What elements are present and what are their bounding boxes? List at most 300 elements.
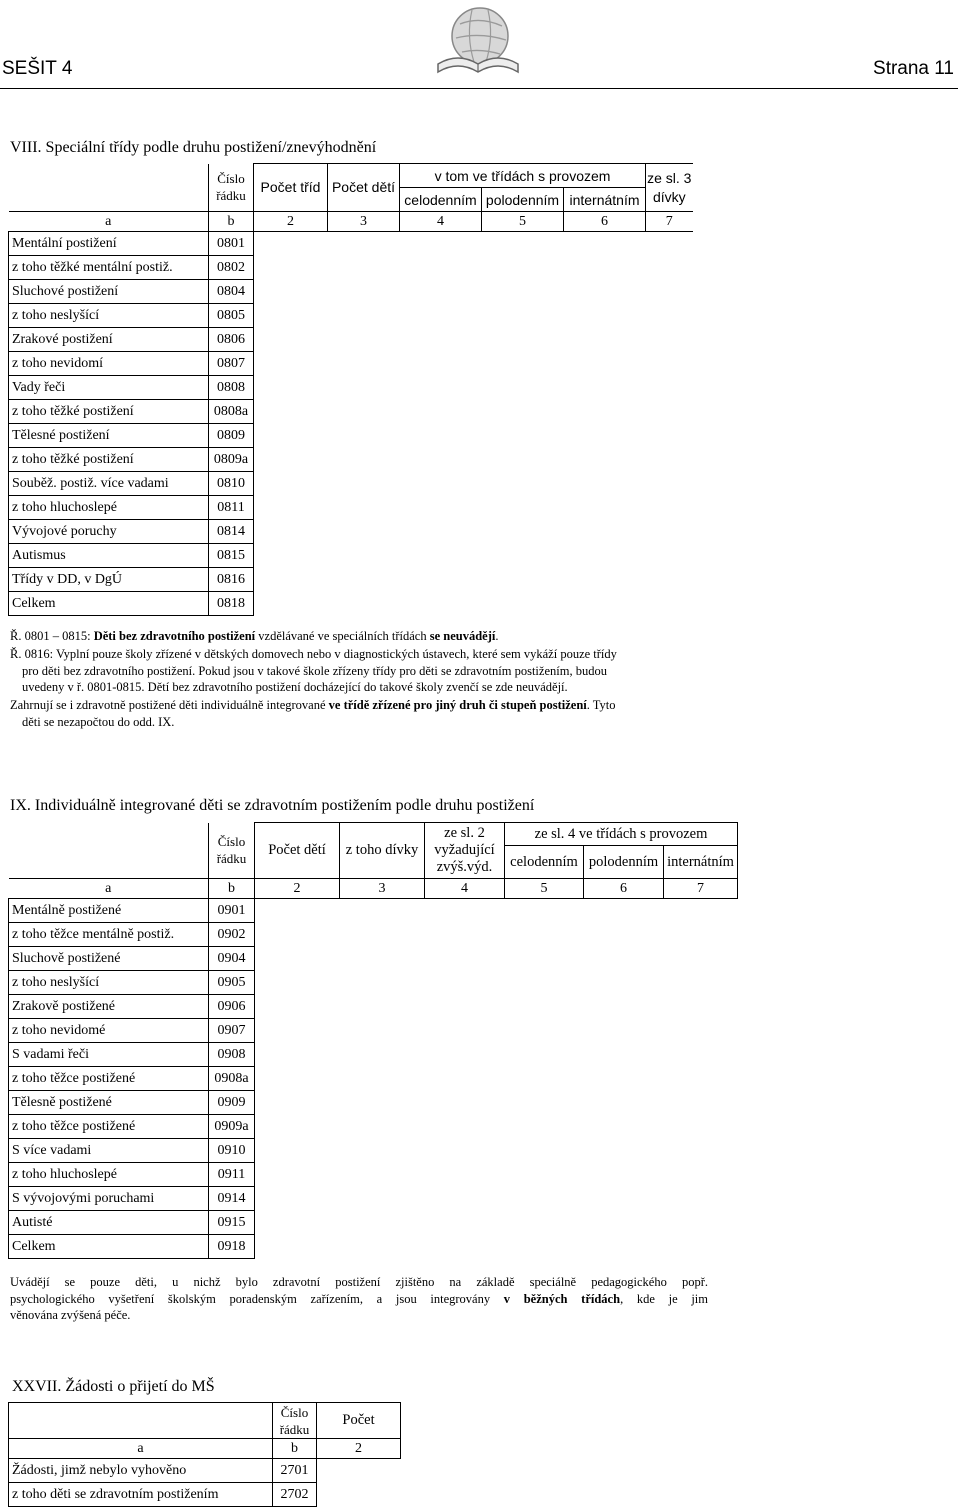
empty-value-cell (564, 472, 646, 496)
empty-value-cell (646, 472, 693, 496)
empty-value-cell (646, 400, 693, 424)
empty-value-cell (564, 568, 646, 592)
empty-value-cell (255, 947, 340, 971)
row-code: 0908 (209, 1043, 255, 1067)
empty-value-cell (564, 400, 646, 424)
empty-value-cell (505, 995, 584, 1019)
row-code: 0911 (209, 1163, 255, 1187)
empty-value-cell (505, 1091, 584, 1115)
row-code: 0909a (209, 1115, 255, 1139)
empty-value-cell (340, 1211, 425, 1235)
table-row (9, 376, 693, 400)
row-label: Autismus (9, 544, 209, 568)
empty-value-cell (254, 592, 328, 616)
table-row (9, 971, 738, 995)
empty-value-cell (400, 280, 482, 304)
empty-value-cell (340, 1163, 425, 1187)
row-label: z toho děti se zdravotním postižením (9, 1483, 273, 1507)
row-code: 0910 (209, 1139, 255, 1163)
row-label: Celkem (9, 1235, 209, 1259)
empty-value-cell (340, 1187, 425, 1211)
empty-value-cell (425, 1235, 505, 1259)
row-label: Tělesné postižení (9, 424, 209, 448)
table-row (9, 1459, 401, 1483)
empty-value-cell (328, 328, 400, 352)
empty-value-cell (584, 1091, 664, 1115)
table-row (9, 544, 693, 568)
empty-value-cell (400, 232, 482, 256)
empty-value-cell (505, 899, 584, 923)
empty-value-cell (425, 1211, 505, 1235)
row-label: z toho těžce postižené (9, 1115, 209, 1139)
table-row (9, 1163, 738, 1187)
empty-value-cell (564, 544, 646, 568)
empty-value-cell (328, 256, 400, 280)
empty-value-cell (505, 1163, 584, 1187)
note-bold: v běžných třídách (503, 1291, 621, 1306)
row-label: Žádosti, jimž nebylo vyhověno (9, 1459, 273, 1483)
note-bold: se neuvádějí (429, 629, 496, 643)
col-children: Počet dětí (328, 164, 400, 212)
note-text: . (495, 629, 499, 643)
row-code: 0804 (209, 280, 254, 304)
col-row-number: Číslo řádku (273, 1403, 317, 1439)
empty-value-cell (482, 544, 564, 568)
empty-value-cell (664, 1019, 738, 1043)
row-code: 0908a (209, 1067, 255, 1091)
empty-value-cell (482, 520, 564, 544)
idx-cell: b (209, 212, 254, 232)
table-row (9, 448, 693, 472)
row-label: Tělesně postižené (9, 1091, 209, 1115)
idx-cell: 7 (664, 879, 738, 899)
empty-value-cell (328, 280, 400, 304)
row-code: 0901 (209, 899, 255, 923)
empty-value-cell (255, 923, 340, 947)
empty-value-cell (646, 304, 693, 328)
empty-value-cell (584, 1163, 664, 1187)
empty-value-cell (425, 923, 505, 947)
empty-value-cell (400, 376, 482, 400)
empty-value-cell (400, 496, 482, 520)
row-label: z toho neslyšící (9, 971, 209, 995)
table-row (9, 304, 693, 328)
col-girls: ze sl. 3 dívky (646, 164, 693, 212)
idx-cell: 3 (328, 212, 400, 232)
table-row (9, 520, 693, 544)
empty-value-cell (255, 1139, 340, 1163)
note-line: věnována zvýšená péče. (10, 1308, 131, 1322)
header-blank (9, 164, 209, 212)
row-label: z toho nevidomí (9, 352, 209, 376)
row-code: 0816 (209, 568, 254, 592)
note-line: uvedeny v ř. 0801-0815. Dětí bez zdravotního postižení docházející do takové školy zvenčí se zde neuvádějí. (22, 680, 568, 694)
row-label: Sluchově postižené (9, 947, 209, 971)
empty-value-cell (584, 1115, 664, 1139)
table-row (9, 472, 693, 496)
row-label: S vývojovými poruchami (9, 1187, 209, 1211)
empty-value-cell (584, 899, 664, 923)
empty-value-cell (564, 280, 646, 304)
empty-value-cell (254, 280, 328, 304)
empty-value-cell (482, 400, 564, 424)
note-text: . Tyto (586, 698, 616, 712)
empty-value-cell (482, 304, 564, 328)
empty-value-cell (254, 376, 328, 400)
empty-value-cell (646, 520, 693, 544)
empty-value-cell (255, 1163, 340, 1187)
table-row (9, 352, 693, 376)
empty-value-cell (646, 376, 693, 400)
row-label: Souběž. postiž. více vadami (9, 472, 209, 496)
empty-value-cell (505, 1115, 584, 1139)
empty-value-cell (646, 448, 693, 472)
empty-value-cell (328, 496, 400, 520)
section-9-title: IX. Individuálně integrované děti se zdravotním postižením podle druhu postižení (10, 797, 535, 814)
table-row (9, 1483, 401, 1507)
note-text: Zahrnují se i zdravotně postižené děti individuálně integrované (10, 698, 329, 712)
note-text: Ř. 0801 – 0815: (10, 629, 94, 643)
row-code: 0809 (209, 424, 254, 448)
empty-value-cell (584, 1211, 664, 1235)
table-row (9, 280, 693, 304)
empty-value-cell (400, 520, 482, 544)
empty-value-cell (340, 1067, 425, 1091)
empty-value-cell (564, 232, 646, 256)
empty-value-cell (328, 376, 400, 400)
empty-value-cell (328, 520, 400, 544)
empty-value-cell (254, 472, 328, 496)
empty-value-cell (664, 923, 738, 947)
idx-cell: a (9, 212, 209, 232)
empty-value-cell (584, 1139, 664, 1163)
empty-value-cell (254, 352, 328, 376)
empty-value-cell (340, 971, 425, 995)
col-increased-cost: ze sl. 2 vyžadující zvýš.výd. (425, 823, 505, 879)
header-rule (0, 88, 958, 89)
empty-value-cell (254, 328, 328, 352)
empty-value-cell (254, 496, 328, 520)
empty-value-cell (482, 424, 564, 448)
empty-value-cell (254, 544, 328, 568)
empty-value-cell (328, 592, 400, 616)
row-code: 0914 (209, 1187, 255, 1211)
col-classes: Počet tříd (254, 164, 328, 212)
row-code: 0818 (209, 592, 254, 616)
empty-value-cell (255, 1091, 340, 1115)
empty-value-cell (664, 1187, 738, 1211)
row-label: Vývojové poruchy (9, 520, 209, 544)
row-label: z toho hluchoslepé (9, 1163, 209, 1187)
empty-value-cell (255, 1115, 340, 1139)
row-label: z toho hluchoslepé (9, 496, 209, 520)
empty-value-cell (564, 376, 646, 400)
row-code: 0915 (209, 1211, 255, 1235)
empty-value-cell (425, 971, 505, 995)
empty-value-cell (255, 1019, 340, 1043)
empty-value-cell (584, 971, 664, 995)
col-girls: z toho dívky (340, 823, 425, 879)
empty-value-cell (564, 352, 646, 376)
empty-value-cell (425, 1115, 505, 1139)
empty-value-cell (254, 448, 328, 472)
empty-value-cell (664, 899, 738, 923)
empty-value-cell (425, 1019, 505, 1043)
table-row (9, 424, 693, 448)
empty-value-cell (664, 971, 738, 995)
row-code: 0904 (209, 947, 255, 971)
row-code: 0909 (209, 1091, 255, 1115)
empty-value-cell (505, 1043, 584, 1067)
header-blank (9, 823, 209, 879)
empty-value-cell (482, 376, 564, 400)
empty-value-cell (255, 1187, 340, 1211)
empty-value-cell (255, 971, 340, 995)
empty-value-cell (564, 448, 646, 472)
row-label: z toho nevidomé (9, 1019, 209, 1043)
empty-value-cell (664, 995, 738, 1019)
row-label: S vadami řeči (9, 1043, 209, 1067)
section-9-note (10, 1274, 708, 1324)
empty-value-cell (505, 1067, 584, 1091)
idx-cell: a (9, 879, 209, 899)
empty-value-cell (482, 592, 564, 616)
empty-value-cell (505, 1211, 584, 1235)
note-bold: Děti bez zdravotního postižení (93, 629, 256, 643)
col-row-number: Číslo řádku (209, 823, 255, 879)
empty-value-cell (328, 400, 400, 424)
row-code: 0918 (209, 1235, 255, 1259)
table-row (9, 1091, 738, 1115)
col-provozem: v tom ve třídách s provozem (400, 164, 646, 188)
empty-value-cell (505, 1139, 584, 1163)
section-8-note-1 (10, 628, 710, 645)
col-boarding: internátním (564, 188, 646, 212)
row-label: z toho těžké postižení (9, 400, 209, 424)
idx-cell: 7 (646, 212, 693, 232)
empty-value-cell (564, 592, 646, 616)
row-code: 0802 (209, 256, 254, 280)
empty-value-cell (425, 1187, 505, 1211)
empty-value-cell (328, 232, 400, 256)
empty-value-cell (584, 1067, 664, 1091)
idx-cell: a (9, 1439, 273, 1459)
empty-value-cell (664, 1043, 738, 1067)
idx-cell: b (209, 879, 255, 899)
idx-cell: 5 (505, 879, 584, 899)
empty-value-cell (425, 1139, 505, 1163)
empty-value-cell (664, 1067, 738, 1091)
empty-value-cell (425, 947, 505, 971)
empty-value-cell (482, 256, 564, 280)
empty-value-cell (564, 256, 646, 280)
empty-value-cell (584, 1043, 664, 1067)
row-label: Třídy v DD, v DgÚ (9, 568, 209, 592)
row-code: 0815 (209, 544, 254, 568)
empty-value-cell (646, 424, 693, 448)
table-row (9, 1139, 738, 1163)
note-line: pro děti bez zdravotního postižení. Pokud jsou v takové škole zřízeny třídy pro děti se zdravotním postižením, budou (22, 663, 607, 678)
empty-value-cell (584, 1235, 664, 1259)
empty-value-cell (340, 1019, 425, 1043)
note-line: Uvádějí se pouze děti, u nichž bylo zdravotní postižení zjištěno na základě speciálně pedagogického popř. (10, 1275, 708, 1289)
empty-value-cell (340, 1139, 425, 1163)
row-label: Sluchové postižení (9, 280, 209, 304)
row-label: z toho těžké postižení (9, 448, 209, 472)
empty-value-cell (646, 352, 693, 376)
empty-value-cell (482, 352, 564, 376)
empty-value-cell (328, 352, 400, 376)
empty-value-cell (584, 947, 664, 971)
table-row (9, 1235, 738, 1259)
header-right: Strana 11 (873, 58, 954, 79)
empty-value-cell (664, 947, 738, 971)
empty-value-cell (400, 352, 482, 376)
empty-value-cell (400, 400, 482, 424)
empty-value-cell (340, 1235, 425, 1259)
row-code: 2701 (273, 1459, 317, 1483)
row-label: Zrakově postižené (9, 995, 209, 1019)
row-code: 0808a (209, 400, 254, 424)
row-label: Mentálně postižené (9, 899, 209, 923)
empty-value-cell (340, 947, 425, 971)
note-line: děti se nezapočtou do odd. IX. (22, 714, 175, 729)
empty-value-cell (400, 328, 482, 352)
empty-value-cell (646, 496, 693, 520)
table-row (9, 400, 693, 424)
row-code: 2702 (273, 1483, 317, 1507)
table-row (9, 1187, 738, 1211)
empty-value-cell (646, 568, 693, 592)
empty-value-cell (254, 568, 328, 592)
empty-value-cell (584, 1019, 664, 1043)
empty-value-cell (425, 995, 505, 1019)
col-half-day: polodenním (482, 188, 564, 212)
header-blank (9, 1403, 273, 1439)
section-8-note-3 (10, 697, 730, 730)
empty-value-cell (425, 1163, 505, 1187)
empty-value-cell (505, 923, 584, 947)
row-label: z toho těžce mentálně postiž. (9, 923, 209, 947)
empty-value-cell (328, 304, 400, 328)
row-code: 0806 (209, 328, 254, 352)
empty-value-cell (564, 304, 646, 328)
empty-value-cell (400, 448, 482, 472)
empty-value-cell (255, 1211, 340, 1235)
row-label: z toho těžké mentální postiž. (9, 256, 209, 280)
row-label: z toho neslyšící (9, 304, 209, 328)
col-full-day: celodenním (505, 846, 584, 879)
row-code: 0906 (209, 995, 255, 1019)
empty-value-cell (664, 1115, 738, 1139)
col-full-day: celodenním (400, 188, 482, 212)
empty-value-cell (400, 256, 482, 280)
table-row (9, 1019, 738, 1043)
note-bold: ve třídě zřízené pro jiný druh či stupeň postižení (328, 698, 587, 712)
empty-value-cell (646, 592, 693, 616)
empty-value-cell (254, 256, 328, 280)
idx-cell: 2 (254, 212, 328, 232)
empty-value-cell (255, 1043, 340, 1067)
empty-value-cell (340, 899, 425, 923)
row-label: z toho těžce postižené (9, 1067, 209, 1091)
empty-value-cell (505, 971, 584, 995)
empty-value-cell (482, 280, 564, 304)
row-code: 0805 (209, 304, 254, 328)
table-row (9, 328, 693, 352)
empty-value-cell (505, 947, 584, 971)
table-row (9, 256, 693, 280)
table-row (9, 592, 693, 616)
empty-value-cell (584, 1187, 664, 1211)
empty-value-cell (328, 568, 400, 592)
empty-value-cell (340, 1115, 425, 1139)
empty-value-cell (646, 232, 693, 256)
book-globe-logo-icon (432, 2, 522, 82)
empty-value-cell (482, 232, 564, 256)
row-code: 0801 (209, 232, 254, 256)
table-row (9, 899, 738, 923)
empty-value-cell (254, 424, 328, 448)
table-row (9, 496, 693, 520)
idx-cell: 6 (584, 879, 664, 899)
row-label: Vady řeči (9, 376, 209, 400)
empty-value-cell (564, 496, 646, 520)
row-code: 0808 (209, 376, 254, 400)
idx-cell: 2 (255, 879, 340, 899)
empty-value-cell (505, 1019, 584, 1043)
empty-value-cell (646, 328, 693, 352)
col-row-number: Číslo řádku (209, 164, 254, 212)
empty-value-cell (505, 1187, 584, 1211)
empty-value-cell (340, 1043, 425, 1067)
empty-value-cell (254, 232, 328, 256)
row-label: Celkem (9, 592, 209, 616)
col-children: Počet dětí (255, 823, 340, 879)
col-count: Počet (317, 1403, 401, 1439)
row-label: Autisté (9, 1211, 209, 1235)
empty-value-cell (482, 328, 564, 352)
note-text: vzdělávané ve speciálních třídách (255, 629, 430, 643)
idx-cell: 6 (564, 212, 646, 232)
empty-value-cell (564, 424, 646, 448)
empty-value-cell (340, 1091, 425, 1115)
table-row (9, 1115, 738, 1139)
note-text: , kde je jim (620, 1291, 708, 1306)
idx-cell: 5 (482, 212, 564, 232)
idx-cell: 4 (425, 879, 505, 899)
empty-value-cell (482, 496, 564, 520)
idx-cell: 4 (400, 212, 482, 232)
section-8-table (8, 163, 693, 616)
row-label: Mentální postižení (9, 232, 209, 256)
row-label: S více vadami (9, 1139, 209, 1163)
table-row (9, 1067, 738, 1091)
empty-value-cell (254, 304, 328, 328)
empty-value-cell (254, 400, 328, 424)
empty-value-cell (400, 592, 482, 616)
empty-value-cell (425, 1043, 505, 1067)
section-27-rows (9, 1459, 401, 1507)
empty-value-cell (328, 448, 400, 472)
empty-value-cell (664, 1235, 738, 1259)
empty-value-cell (584, 923, 664, 947)
idx-cell: 3 (340, 879, 425, 899)
empty-value-cell (400, 424, 482, 448)
row-label: Zrakové postižení (9, 328, 209, 352)
table-row (9, 923, 738, 947)
section-8-note-2 (10, 646, 700, 696)
